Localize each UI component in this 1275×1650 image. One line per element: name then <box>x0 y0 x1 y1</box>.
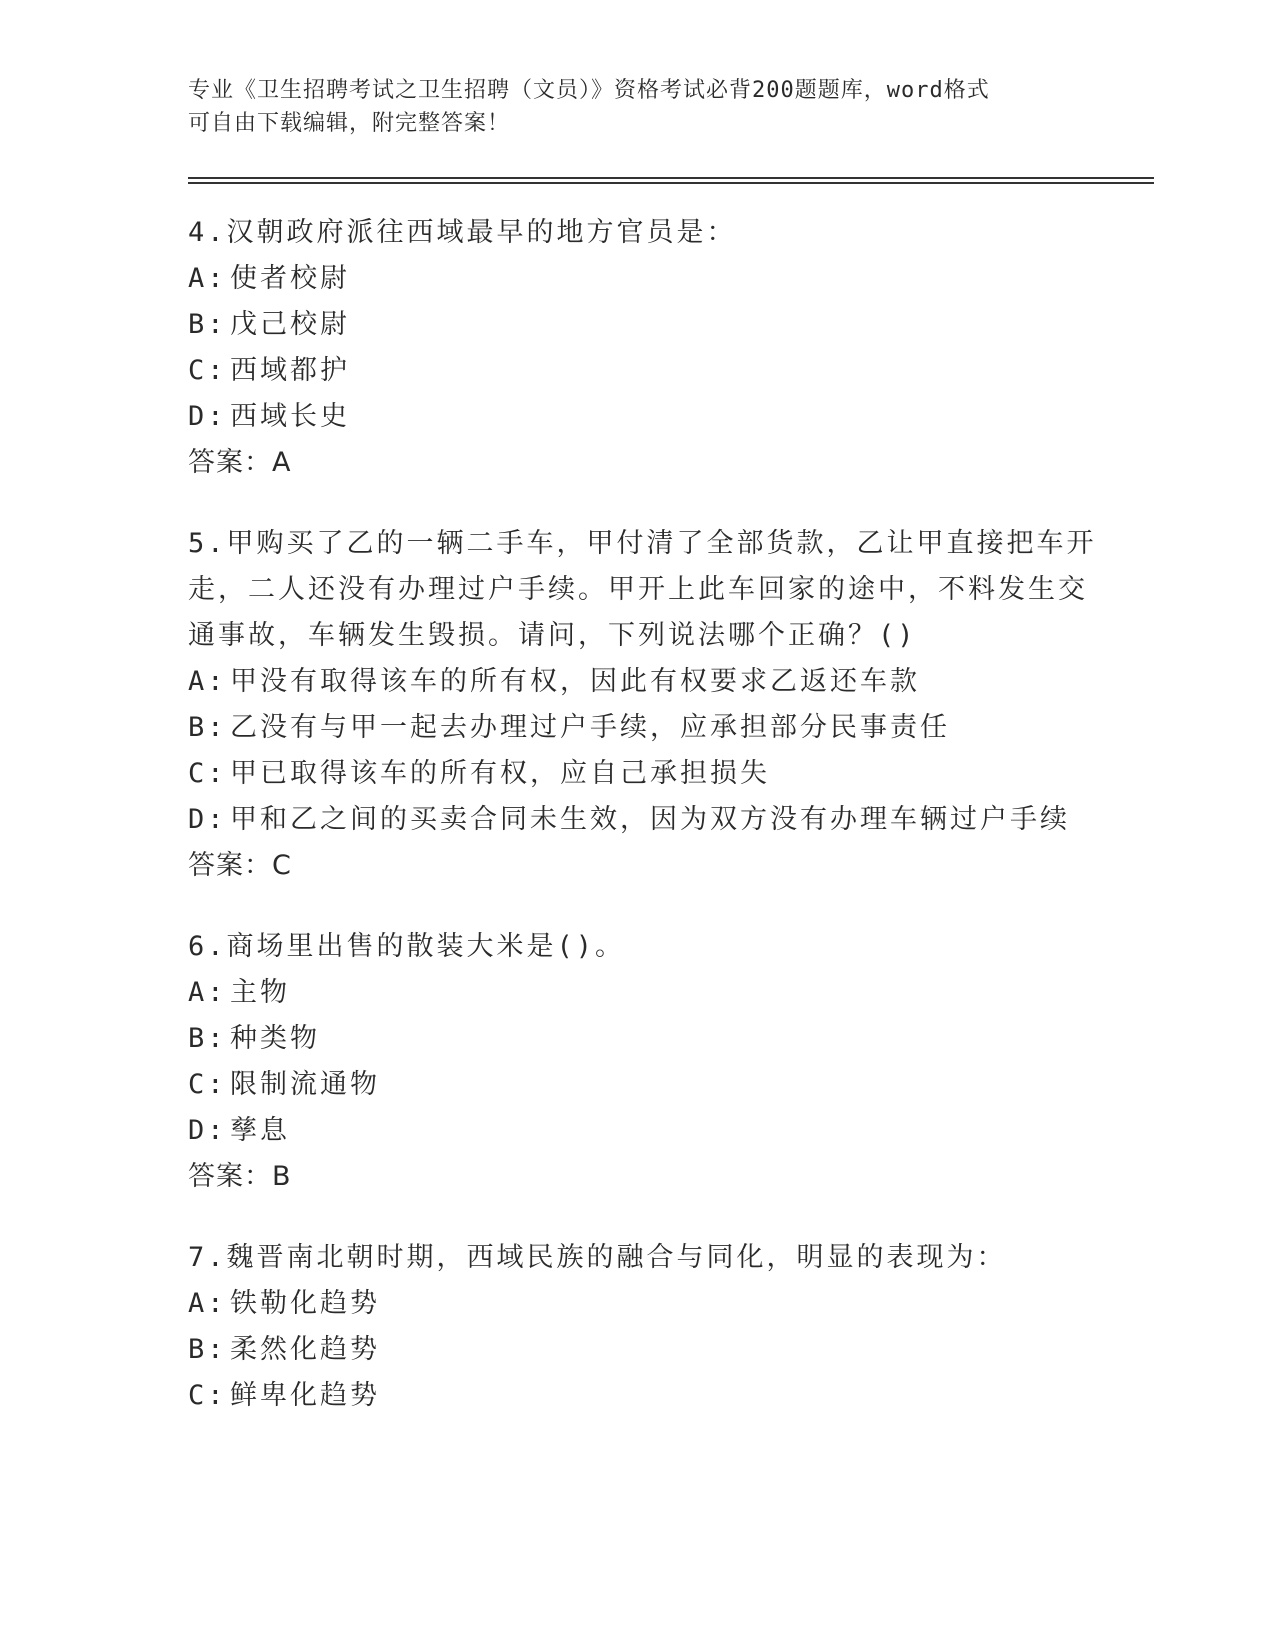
answer-line: 答案：B <box>188 1161 292 1192</box>
question-block <box>188 924 1148 1200</box>
option-letter: B: <box>188 1334 227 1365</box>
question-list <box>188 210 1148 1454</box>
question-stem-line: 走，二人还没有办理过户手续。甲开上此车回家的途中，不料发生交 <box>188 574 1088 605</box>
option-row <box>188 394 1148 440</box>
question-block <box>188 1235 1148 1419</box>
option-row <box>188 1373 1148 1419</box>
option-letter: C: <box>188 758 227 789</box>
option-row <box>188 302 1148 348</box>
option-row <box>188 1327 1148 1373</box>
question-block <box>188 210 1148 486</box>
question-stem-line: 6.商场里出售的散装大米是()。 <box>188 931 626 962</box>
option-text: 甲没有取得该车的所有权，因此有权要求乙返还车款 <box>230 666 920 697</box>
option-row <box>188 797 1148 843</box>
option-row <box>188 256 1148 302</box>
header-title-line-2: 可自由下载编辑，附完整答案！ <box>188 111 511 136</box>
option-letter: C: <box>188 1069 227 1100</box>
header-divider-top <box>188 177 1154 179</box>
option-row <box>188 751 1148 797</box>
option-text: 主物 <box>230 977 290 1008</box>
option-text: 西域都护 <box>230 355 350 386</box>
option-text: 铁勒化趋势 <box>230 1288 380 1319</box>
option-letter: D: <box>188 401 227 432</box>
option-letter: C: <box>188 355 227 386</box>
option-letter: B: <box>188 712 227 743</box>
option-row <box>188 705 1148 751</box>
header-title-line-1: 专业《卫生招聘考试之卫生招聘（文员）》资格考试必背200题题库，word格式 <box>188 78 990 103</box>
option-row <box>188 970 1148 1016</box>
option-letter: B: <box>188 309 227 340</box>
option-text: 鲜卑化趋势 <box>230 1380 380 1411</box>
question-block <box>188 521 1148 889</box>
option-row <box>188 1108 1148 1154</box>
option-text: 孳息 <box>230 1115 290 1146</box>
option-text: 柔然化趋势 <box>230 1334 380 1365</box>
question-stem-line: 4.汉朝政府派往西域最早的地方官员是： <box>188 217 737 248</box>
option-row <box>188 1016 1148 1062</box>
option-letter: A: <box>188 666 227 697</box>
option-row <box>188 348 1148 394</box>
document-header <box>188 74 1088 140</box>
option-letter: A: <box>188 977 227 1008</box>
option-text: 戊己校尉 <box>230 309 350 340</box>
option-row <box>188 659 1148 705</box>
option-text: 种类物 <box>230 1023 320 1054</box>
option-letter: D: <box>188 804 227 835</box>
option-text: 西域长史 <box>230 401 350 432</box>
header-divider-bottom <box>188 182 1154 184</box>
option-text: 乙没有与甲一起去办理过户手续，应承担部分民事责任 <box>230 712 950 743</box>
option-row <box>188 1281 1148 1327</box>
option-letter: A: <box>188 1288 227 1319</box>
option-letter: D: <box>188 1115 227 1146</box>
option-letter: B: <box>188 1023 227 1054</box>
option-text: 限制流通物 <box>230 1069 380 1100</box>
option-letter: A: <box>188 263 227 294</box>
option-letter: C: <box>188 1380 227 1411</box>
option-text: 甲已取得该车的所有权，应自己承担损失 <box>230 758 770 789</box>
option-text: 使者校尉 <box>230 263 350 294</box>
question-stem-line: 5.甲购买了乙的一辆二手车，甲付清了全部货款，乙让甲直接把车开 <box>188 528 1097 559</box>
question-stem-line: 7.魏晋南北朝时期，西域民族的融合与同化，明显的表现为： <box>188 1242 1007 1273</box>
option-text: 甲和乙之间的买卖合同未生效，因为双方没有办理车辆过户手续 <box>230 804 1070 835</box>
option-row <box>188 1062 1148 1108</box>
question-stem-line: 通事故，车辆发生毁损。请问，下列说法哪个正确？() <box>188 620 917 651</box>
answer-line: 答案：C <box>188 850 292 881</box>
answer-line: 答案：A <box>188 447 292 478</box>
